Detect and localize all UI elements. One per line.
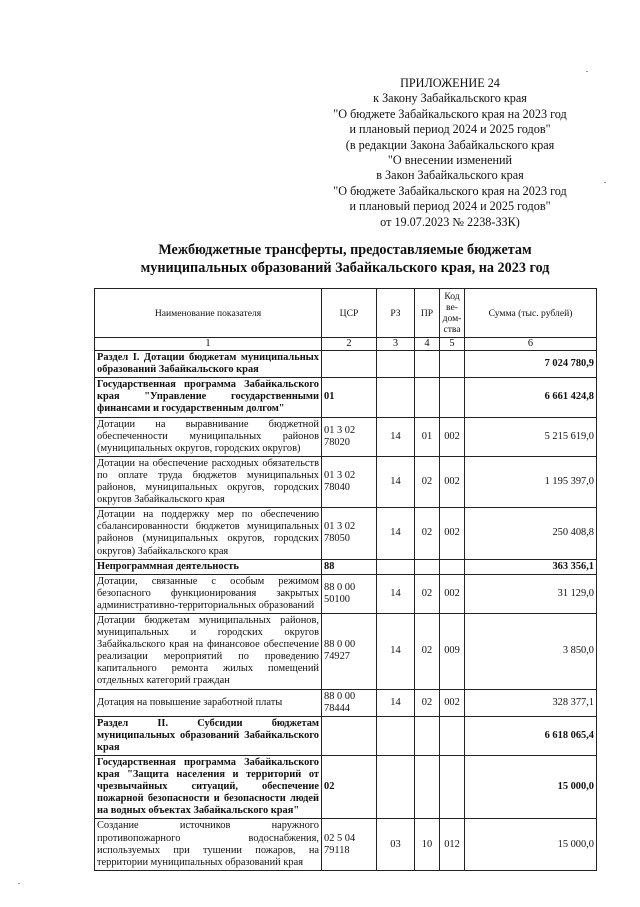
column-number: 6 [465,338,597,351]
row-sum: 1 195 397,0 [465,456,597,507]
row-name: Раздел II. Субсидии бюджетам муниципальных образований Забайкальского края [95,716,322,755]
row-pr: 02 [415,613,440,689]
row-sum: 250 408,8 [465,508,597,559]
row-name: Дотации на поддержку мер по обеспечению сбалансированности бюджетов муниципальных районов (муниципальных округов, городских округов) Забайкальского края [95,508,322,559]
table-row [95,378,597,417]
table-row [95,613,597,689]
row-csr: 01 3 02 78050 [322,508,377,559]
header-line: "О бюджете Забайкальского края на 2023 год [333,183,567,198]
row-pr: 02 [415,689,440,716]
row-vedomstvo: 002 [440,574,465,613]
header-pr: ПР [415,289,440,338]
row-pr: 10 [415,819,440,870]
row-rz: 14 [377,689,415,716]
row-pr [415,716,440,755]
row-rz: 14 [377,417,415,456]
row-sum: 7 024 780,9 [465,351,597,378]
row-name: Непрограммная деятельность [95,559,322,574]
header-line: в Закон Забайкальского края [376,168,524,183]
row-name: Дотация на повышение заработной платы [95,689,322,716]
row-sum: 15 000,0 [465,819,597,870]
table-row [95,574,597,613]
row-csr: 88 [322,559,377,574]
header-line: и плановый период 2024 и 2025 годов" [349,122,551,137]
row-rz [377,756,415,819]
row-rz [377,351,415,378]
column-number: 5 [440,338,465,351]
row-sum: 328 377,1 [465,689,597,716]
header-line: к Закону Забайкальского края [373,91,527,106]
row-pr: 02 [415,508,440,559]
header-sum: Сумма (тыс. рублей) [465,289,597,338]
row-vedomstvo: 009 [440,613,465,689]
row-vedomstvo: 002 [440,456,465,507]
row-vedomstvo: 002 [440,508,465,559]
table-row [95,417,597,456]
row-sum: 31 129,0 [465,574,597,613]
row-pr: 01 [415,417,440,456]
row-name: Дотации на выравнивание бюджетной обеспеченности муниципальных районов (муниципальных округов, городских округов) [95,417,322,456]
row-csr [322,716,377,755]
row-csr: 02 5 04 79118 [322,819,377,870]
header-line: "О внесении изменений [387,153,513,168]
row-rz: 14 [377,574,415,613]
row-pr: 02 [415,574,440,613]
header-name: Наименование показателя [95,289,322,338]
document-title [100,241,590,277]
row-csr: 01 [322,378,377,417]
row-vedomstvo: 002 [440,689,465,716]
row-name: Дотации, связанные с особым режимом безопасного функционирования закрытых административно-территориальных образований [95,574,322,613]
row-name: Создание источников наружного противопожарного водоснабжения, используемых при тушении пожаров, на территории муниципальных образований края [95,819,322,870]
row-vedomstvo [440,559,465,574]
row-vedomstvo [440,756,465,819]
table-row [95,756,597,819]
row-name: Дотации бюджетам муниципальных районов, муниципальных и городских округов Забайкальского края на финансовое обеспечение реализации мероприятий по проведению капитального ремонта жилых помещений отдельных категорий граждан [95,613,322,689]
row-rz [377,716,415,755]
scan-speck [18,883,20,884]
transfers-table [94,288,597,871]
row-csr: 02 [322,756,377,819]
appendix-header [300,76,600,230]
row-rz [377,559,415,574]
title-line: Межбюджетные трансферты, предоставляемые бюджетам [158,242,532,258]
row-name: Раздел I. Дотации бюджетам муниципальных образований Забайкальского края [95,351,322,378]
column-number: 3 [377,338,415,351]
column-number: 2 [322,338,377,351]
header-vedomstvo: Код ве-дом-ства [440,289,465,338]
row-sum: 6 661 424,8 [465,378,597,417]
row-sum: 6 618 065,4 [465,716,597,755]
row-pr [415,378,440,417]
row-pr [415,559,440,574]
row-vedomstvo [440,716,465,755]
row-csr: 01 3 02 78040 [322,456,377,507]
column-number-row [95,338,597,351]
row-csr: 88 0 00 50100 [322,574,377,613]
row-vedomstvo [440,378,465,417]
scan-speck [586,71,588,72]
header-line: (в редакции Закона Забайкальского края [345,137,555,152]
row-rz: 03 [377,819,415,870]
row-vedomstvo [440,351,465,378]
table-header-row [95,289,597,338]
column-number: 1 [95,338,322,351]
row-csr [322,351,377,378]
table-row [95,819,597,870]
header-line: от 19.07.2023 № 2238-ЗЗК) [380,214,520,229]
table-row [95,351,597,378]
header-rz: РЗ [377,289,415,338]
row-rz [377,378,415,417]
table-row [95,689,597,716]
header-csr: ЦСР [322,289,377,338]
row-pr: 02 [415,456,440,507]
row-sum: 363 356,1 [465,559,597,574]
row-rz: 14 [377,613,415,689]
row-vedomstvo: 012 [440,819,465,870]
row-rz: 14 [377,456,415,507]
header-line: ПРИЛОЖЕНИЕ 24 [400,76,500,90]
row-csr: 01 3 02 78020 [322,417,377,456]
title-line: муниципальных образований Забайкальского края, на 2023 год [140,260,550,276]
row-sum: 5 215 619,0 [465,417,597,456]
column-number: 4 [415,338,440,351]
row-sum: 3 850,0 [465,613,597,689]
row-vedomstvo: 002 [440,417,465,456]
row-pr [415,351,440,378]
row-rz: 14 [377,508,415,559]
table-row [95,508,597,559]
header-line: и плановый период 2024 и 2025 годов" [349,199,551,214]
table-row [95,456,597,507]
header-line: "О бюджете Забайкальского края на 2023 год [333,106,567,121]
row-name: Государственная программа Забайкальского края "Защита населения и территорий от чрезвычайных ситуаций, обеспечение пожарной безопасности и безопасности людей на водных объектах Забайкальского края" [95,756,322,819]
row-csr: 88 0 00 78444 [322,689,377,716]
table-row [95,716,597,755]
table-row [95,559,597,574]
row-pr [415,756,440,819]
row-sum: 15 000,0 [465,756,597,819]
row-name: Дотации на обеспечение расходных обязательств по оплате труда бюджетов муниципальных районов, муниципальных округов, городских округов Забайкальского края [95,456,322,507]
row-name: Государственная программа Забайкальского края "Управление государственными финансами и государственным долгом" [95,378,322,417]
scan-speck [604,182,606,183]
row-csr: 88 0 00 74927 [322,613,377,689]
